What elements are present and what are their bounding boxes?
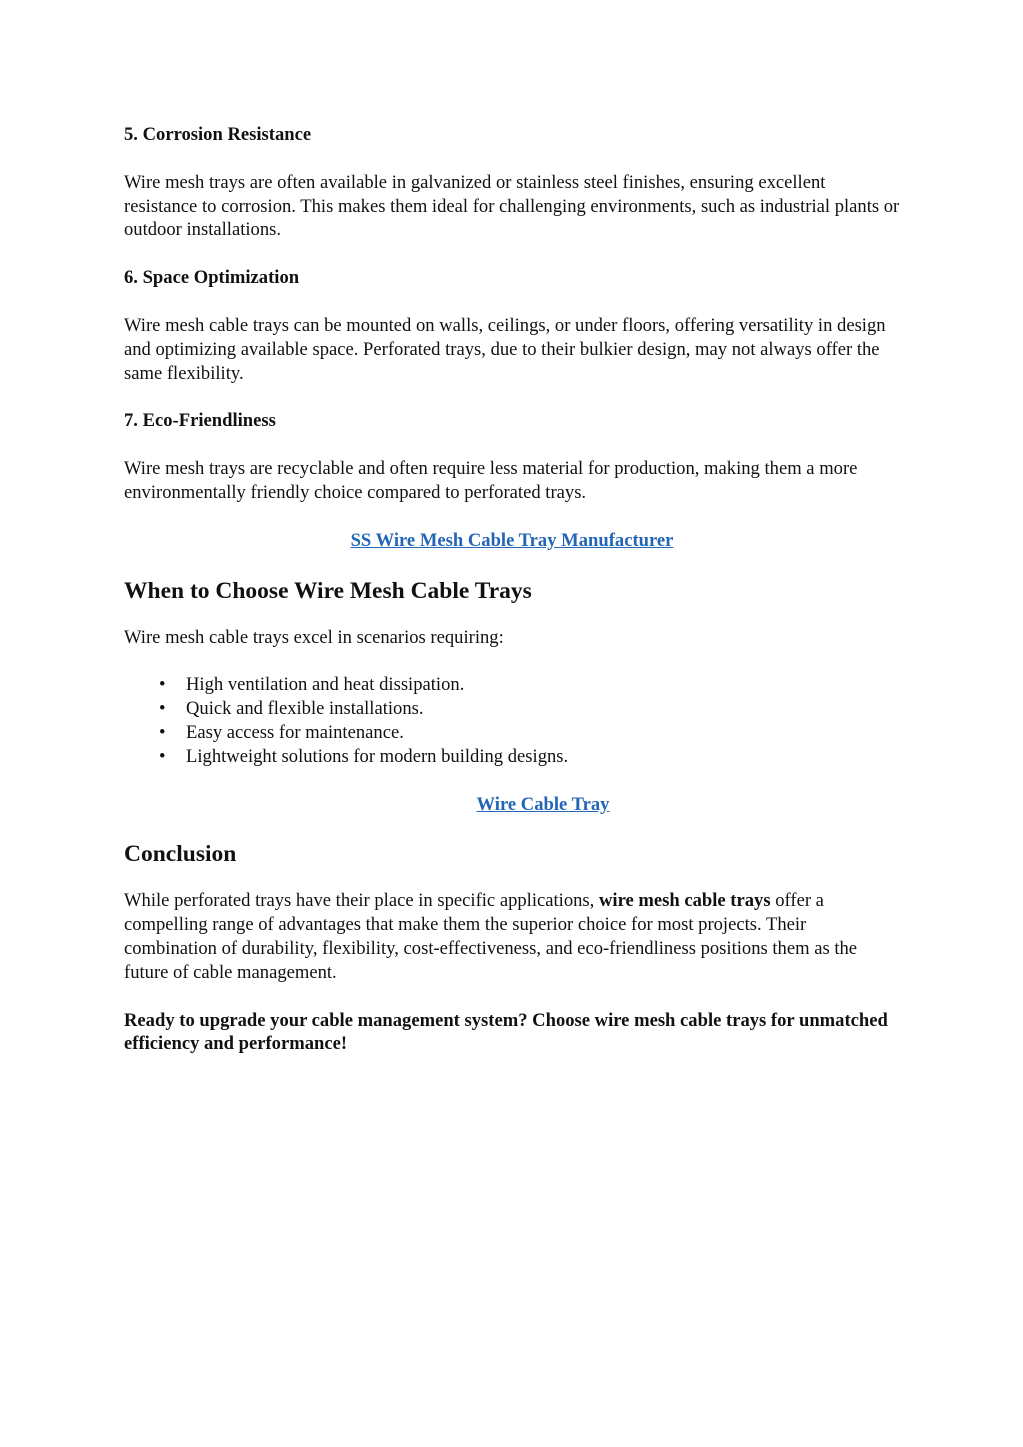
bullet-icon: • bbox=[159, 698, 166, 720]
list-item bbox=[159, 745, 900, 769]
bullet-icon: • bbox=[159, 721, 166, 743]
wire-cable-tray-link-container bbox=[124, 793, 900, 817]
list-item bbox=[159, 721, 900, 745]
when-to-choose-intro: Wire mesh cable trays excel in scenarios requiring: bbox=[124, 626, 504, 648]
list-item-text: Quick and flexible installations. bbox=[186, 698, 424, 720]
document-content bbox=[124, 123, 900, 1080]
eco-friendliness-paragraph: Wire mesh trays are recyclable and often require less material for production, making them a more environmentally friendly choice compared to perforated trays. bbox=[124, 458, 858, 503]
ss-manufacturer-link-container bbox=[124, 529, 900, 553]
ss-wire-mesh-manufacturer-link[interactable]: SS Wire Mesh Cable Tray Manufacturer bbox=[350, 529, 674, 551]
corrosion-resistance-heading: 5. Corrosion Resistance bbox=[124, 124, 312, 145]
bullet-icon: • bbox=[159, 674, 166, 696]
space-optimization-paragraph: Wire mesh cable trays can be mounted on walls, ceilings, or under floors, offering versatility in design and optimizing available space. Perforated trays, due to their bulkier design, may not always offer the same flexibility. bbox=[124, 314, 886, 384]
conclusion-text-start: While perforated trays have their place in specific applications, bbox=[124, 890, 599, 912]
conclusion-heading: Conclusion bbox=[124, 841, 237, 868]
list-item bbox=[159, 697, 900, 721]
list-item-text: High ventilation and heat dissipation. bbox=[186, 674, 465, 696]
scenario-list bbox=[124, 673, 900, 768]
wire-cable-tray-link[interactable]: Wire Cable Tray bbox=[476, 793, 610, 815]
conclusion-paragraph bbox=[124, 889, 900, 984]
corrosion-resistance-paragraph: Wire mesh trays are often available in galvanized or stainless steel finishes, ensuring excellent resistance to corrosion. This makes them ideal for challenging environments, such as industrial plants or outdoor installations. bbox=[124, 171, 900, 241]
list-item-text: Easy access for maintenance. bbox=[186, 721, 404, 743]
conclusion-bold-phrase: wire mesh cable trays bbox=[598, 890, 771, 912]
space-optimization-heading: 6. Space Optimization bbox=[124, 267, 300, 289]
conclusion-text-end: offer a compelling range of advantages that make them the superior choice for most projects. Their combination of durability, flexibility, cost-effectiveness, and eco-friendliness positions them as the future of cable management. bbox=[124, 890, 858, 983]
list-item-text: Lightweight solutions for modern building designs. bbox=[186, 745, 569, 767]
call-to-action: Ready to upgrade your cable management system? Choose wire mesh cable trays for unmatched efficiency and performance! bbox=[124, 1009, 888, 1055]
eco-friendliness-heading: 7. Eco-Friendliness bbox=[124, 410, 276, 432]
bullet-icon: • bbox=[159, 745, 166, 767]
when-to-choose-heading: When to Choose Wire Mesh Cable Trays bbox=[124, 577, 532, 604]
list-item bbox=[159, 673, 900, 697]
